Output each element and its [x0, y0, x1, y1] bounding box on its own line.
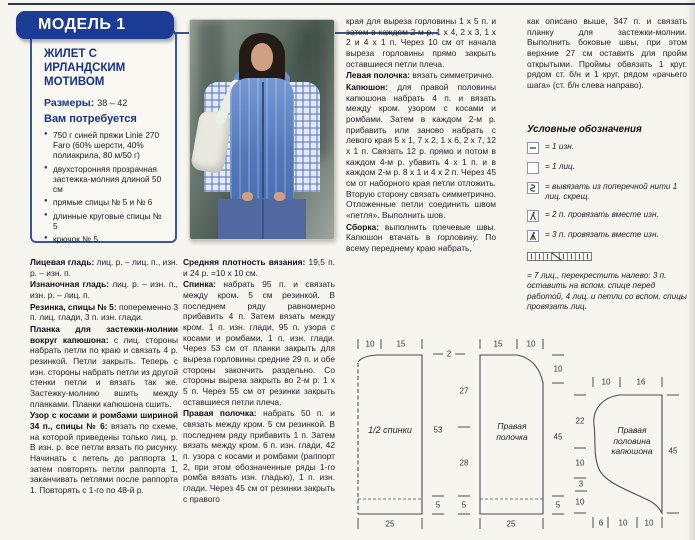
symbols-legend — [527, 124, 693, 312]
measure-value: 3 — [578, 479, 584, 489]
pattern-title: ЖИЛЕТ С ИРЛАНДСКИМ МОТИВОМ — [44, 48, 126, 88]
photo-jeans — [218, 199, 306, 239]
paragraph-text: 19,5 п. и 24 р. =10 х 10 см. — [183, 257, 335, 278]
instruction-paragraph — [346, 82, 496, 221]
materials-list — [44, 131, 167, 245]
legend-item-text: = 1 изн. — [545, 142, 575, 151]
instructions-column-1 — [30, 257, 178, 497]
paragraph-text: лиц. р. – лиц. п., изн. р. – изн. п. — [30, 257, 178, 278]
measure-value: 5 — [461, 500, 467, 510]
back-piece-label: 1/2 спинки — [368, 425, 412, 435]
paragraph-text: выполнить плечевые швы. Капюшон втачать в горловину. По всему переднему краю набрать, — [346, 221, 496, 254]
paragraph-text: вязать по схеме, на которой приведены только лиц. р. В изн. р. все петли вязать по рисунку. Начинать с петель до раппорта 1, затем повторять петли раппорта 1, заканчивать петлями после раппорта 1. Повторять с 1-го по 48-й р. — [30, 421, 178, 496]
measure-value: 5 — [435, 500, 441, 510]
photo-model-hand — [242, 192, 253, 201]
photo-blue-vest — [230, 78, 294, 202]
legend-item — [527, 210, 693, 222]
instruction-paragraph — [30, 279, 178, 300]
measure-value: 45 — [553, 432, 563, 442]
make1-twisted-symbol-icon — [527, 182, 539, 194]
materials-info-box — [30, 30, 177, 243]
purl-symbol-icon — [527, 142, 539, 154]
paragraph-text: края для выреза горловины 1 х 5 п. и затем в каждом 2-м р. 1 х 4, 2 х 3, 1 х 2 и 4 х 1 п. Через 10 см от начала выреза горловины прямо закрыть оставшиеся петли плеча. — [346, 16, 496, 69]
sizes-value: 38 – 42 — [97, 98, 128, 109]
measure-value: 10 — [601, 377, 611, 387]
paragraph-lead: Изнаночная гладь: — [30, 279, 110, 290]
measure-value: 6 — [598, 518, 604, 528]
list-item: ● 750 г синей пряжи Linie 270 Faro (60% шерсти, 40% полиакрила, 80 м/50 г) — [44, 131, 167, 161]
paragraph-lead: Узор с косами и ромбами шириной 34 п., спицы № 6: — [30, 410, 178, 432]
photo-model-hand — [274, 192, 285, 201]
instruction-paragraph — [30, 324, 178, 409]
paragraph-lead: Капюшон: — [346, 82, 389, 93]
cable-symbol-icon — [527, 250, 693, 268]
paragraph-text: с лиц. стороны набрать петли по краю и связать 4 р. резинкой. Петли закрыть. Теперь с изн. стороны набрать петли из другой стенки петли и вязать так же. Застежку-молнию вшить между планками. Планки капюшона сшить. — [30, 334, 178, 409]
paragraph-text: как описано выше, 347 п. и связать планку для застежки-молнии. Выполнить боковые швы, при этом верхние 27 см оставить для пройм открытыми. Проймы обвязать 1 круг. рядом ст. б/н и 1 круг. рядом «рачьего шага» (ст. б/н слева направо). — [527, 16, 687, 91]
measure-value: 25 — [385, 519, 395, 529]
list-item: ● крючок № 5 — [44, 235, 167, 245]
list-item: ● длинные круговые спицы № 5 — [44, 212, 167, 232]
list-item: ● прямые спицы № 5 и № 6 — [44, 198, 167, 208]
instruction-paragraph — [30, 410, 178, 495]
paragraph-text: попеременно 3 п. лиц. глади, 3 п. изн. глади. — [30, 301, 178, 323]
measure-value: 10 — [575, 458, 585, 468]
paragraph-lead: Сборка: — [346, 221, 379, 232]
measure-value: 53 — [433, 425, 443, 435]
hood-piece-label: Правая половина капюшона — [611, 425, 653, 457]
instruction-paragraph — [30, 257, 178, 278]
legend-item-text: = 3 п. провязать вместе изн. — [545, 230, 659, 239]
instructions-column-4 — [527, 16, 687, 92]
paragraph-text: лиц. р. – изн. п., изн. р. – лиц. п. — [30, 279, 179, 301]
paragraph-text: для правой половины капюшона набрать 4 п. и вязать между кром. узором с косами и ромбами. Затем в каждом 2-м р. прибавить или заново набрать с левого края 5 х 1, 7 х 2, 1 х 6, 2 х 7, 12 х 1 п. Связать 12 р. прямо и потом в каждом 4-м р. убавить 4 х 1 п. и в каждом 2-м р. 8 х 1 и 4 х 2 п. Через 45 см от наборного края петли отложить. Вторую сторону связать симметрично. Отложенные петли соединить швом «петля». Выполнить шов. — [346, 82, 496, 221]
model-photo — [189, 19, 335, 240]
sizes-line — [44, 97, 167, 109]
paragraph-lead: Резинка, спицы № 5: — [30, 301, 117, 312]
purl3tog-symbol-icon — [527, 230, 539, 242]
sizes-label: Размеры: — [44, 97, 95, 110]
needs-heading: Вам потребуется — [44, 113, 137, 126]
legend-item — [527, 230, 693, 242]
model-badge — [16, 11, 174, 39]
measure-value: 10 — [575, 497, 585, 507]
measure-value: 10 — [365, 339, 375, 349]
legend-item — [527, 162, 693, 174]
schematic-diagrams — [345, 333, 695, 540]
measure-value: 10 — [553, 364, 563, 374]
legend-item-text: = 2 п. провязать вместе изн. — [545, 210, 659, 219]
measure-value: 27 — [459, 386, 469, 396]
measure-value: 15 — [493, 339, 503, 349]
instruction-paragraph — [183, 257, 335, 278]
measure-value: 16 — [636, 377, 646, 387]
instruction-paragraph — [183, 279, 335, 407]
measure-value: 28 — [459, 458, 469, 468]
measure-value: 25 — [506, 519, 516, 529]
paragraph-lead: Лицевая гладь: — [30, 257, 95, 267]
instruction-paragraph — [527, 16, 687, 91]
model-badge-label: МОДЕЛЬ 1 — [38, 16, 126, 33]
legend-title: Условные обозначения — [527, 124, 642, 135]
list-item: ● двухсторонняя прозрачная застежка-молния длиной 50 см — [44, 165, 167, 195]
instructions-column-3 — [346, 16, 496, 255]
instruction-paragraph — [183, 408, 335, 504]
paragraph-lead: Левая полочка: — [346, 70, 411, 81]
measure-value: 5 — [555, 500, 561, 510]
measure-value: 15 — [396, 339, 406, 349]
instruction-paragraph — [346, 16, 496, 69]
instruction-paragraph — [346, 222, 496, 254]
paragraph-lead: Планка для застежки-молнии вокруг капюшона: — [30, 324, 178, 345]
paragraph-text: вязать симметрично. — [410, 70, 494, 81]
measure-value: 10 — [618, 518, 628, 528]
measure-value: 45 — [668, 446, 678, 456]
paragraph-lead: Правая полочка: — [183, 408, 257, 419]
purl2tog-symbol-icon — [527, 210, 539, 222]
paragraph-lead: Средняя плотность вязания: — [183, 257, 306, 267]
legend-item — [527, 182, 693, 202]
paragraph-lead: Спинка: — [183, 279, 216, 290]
instruction-paragraph — [346, 70, 496, 81]
measure-value: 10 — [644, 518, 654, 528]
paragraph-text: набрать 50 п. и связать между кром. 5 см резинкой. В последнем ряду прибавить 1 п. Затем вязать между кром. 6 п. изн. глади, 42 п. узора с косами и ромбами (раппорт 2, при этом обозначенные ряды 1-го ромба вязать изн. гладью), 1 п. изн. глади. Через 45 см от резинки закрыть с правого — [183, 408, 335, 504]
knit-symbol-icon — [527, 162, 539, 174]
top-rule — [8, 3, 695, 5]
instruction-paragraph — [30, 302, 178, 323]
legend-item-text: = вывязать из поперечной нити 1 лиц. скрещ. — [545, 182, 678, 201]
legend-item-text: = 1 лиц. — [545, 162, 576, 171]
measure-value: 22 — [575, 416, 585, 426]
instructions-column-2 — [183, 257, 335, 505]
measure-value: 10 — [526, 339, 536, 349]
paragraph-text: набрать 95 п. и связать между кром. 5 см резинкой. В последнем ряду равномерно прибавить 4 п. Затем вязать между кром. 1 п. изн. глади, 95 п. узора с косами и ромбами, 1 п. изн. глади. Через 53 см от планки закрыть для выреза горловины средние 29 п. и обе стороны закончить раздельно. Со стороны выреза закрыть во 2-м р. 1 х 5 п. Через 55 см от резинки закрыть оставшиеся петли плеча. — [183, 279, 335, 407]
front-piece-label: Правая полочка — [496, 421, 528, 442]
legend-item — [527, 142, 693, 154]
cable-symbol-text: = 7 лиц., перекрестить налево: 3 п. оставить на вспом. спице перед работой, 4 лиц. и петли со вспом. спицы провязать лиц. — [527, 271, 687, 311]
measure-value: 2 — [446, 349, 452, 359]
photo-model-face — [251, 43, 273, 71]
